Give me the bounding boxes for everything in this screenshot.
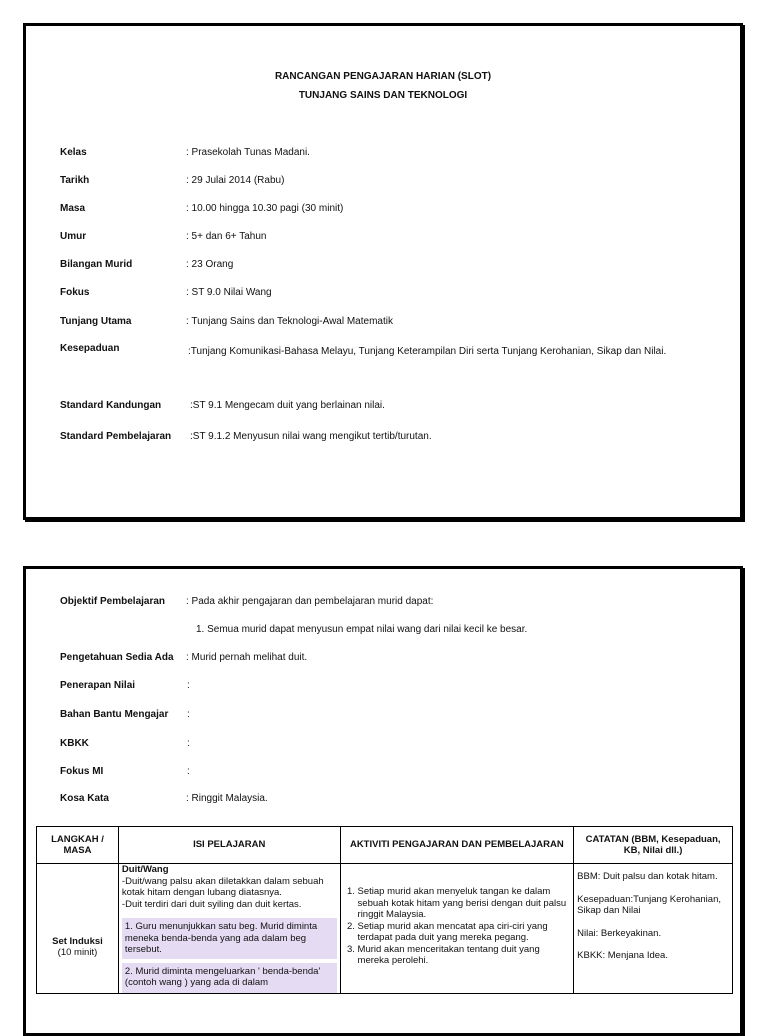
aktiviti-item: 1. Setiap murid akan menyeluk tangan ke dalam sebuah kotak hitam yang berisi dengan duit palsu ringgit Malaysia. [358,886,571,921]
doc-subtitle: TUNJANG SAINS DAN TEKNOLOGI [298,90,468,101]
table-row [37,864,733,994]
isi-line: -Duit/wang palsu akan diletakkan dalam sebuah kotak hitam dengan lubang diatasnya. [121,875,324,898]
aktiviti-item: 2. Setiap murid akan mencatat apa ciri-ciri yang terdapat pada duit yang mereka pegang. [358,921,571,944]
isi-title: Duit/Wang [121,864,169,875]
info-label: Penerapan Nilai [60,680,136,691]
catatan-kbkk: KBKK: Menjana Idea. [577,950,668,961]
info-label: Pengetahuan Sedia Ada [60,652,174,663]
isi-line: -Duit terdiri dari duit syiling dan duit kertas. [121,898,302,910]
info-value: : Tunjang Sains dan Teknologi-Awal Matematik [186,316,393,327]
info-label: Umur [60,231,87,242]
info-value: : [187,738,190,749]
info-value: : 5+ dan 6+ Tahun [186,231,267,242]
col-header-aktiviti: AKTIVITI PENGAJARAN DAN PEMBELAJARAN [340,827,574,864]
catatan-bbm: BBM: Duit palsu dan kotak hitam. [577,871,718,882]
info-value: : [187,709,190,720]
info-label: Kelas [60,147,87,158]
page-2 [23,566,743,1036]
lesson-table [36,826,733,994]
info-label: KBKK [60,738,89,749]
step-time: (10 minit) [57,947,98,959]
info-label: Fokus [60,287,90,298]
doc-title: RANCANGAN PENGAJARAN HARIAN (SLOT) [274,71,492,82]
info-value: :ST 9.1.2 Menyusun nilai wang mengikut tertib/turutan. [190,431,432,442]
info-value: : Prasekolah Tunas Madani. [186,147,310,158]
page-1 [23,23,743,520]
table-header-row [37,827,733,864]
col-header-catatan: CATATAN (BBM, Kesepaduan, KB, Nilai dll.) [574,827,733,864]
isi-highlight-box: 1. Guru menunjukkan satu beg. Murid diminta meneka benda-benda yang ada dalam beg tersebut. [122,918,337,959]
info-label: Masa [60,203,86,214]
isi-highlight-box: 2. Murid diminta mengeluarkan ' benda-benda' (contoh wang ) yang ada di dalam [122,963,337,993]
isi-cell [118,864,340,994]
info-label: Standard Kandungan [60,400,162,411]
info-value: 1. Semua murid dapat menyusun empat nilai wang dari nilai kecil ke besar. [196,624,528,635]
info-value: : 23 Orang [186,259,234,270]
info-value: : 10.00 hingga 10.30 pagi (30 minit) [186,203,344,214]
info-label: Kosa Kata [60,793,109,804]
step-cell [37,864,119,994]
info-label: Standard Pembelajaran [60,431,172,442]
info-value: : Ringgit Malaysia. [186,793,268,804]
aktiviti-cell [340,864,574,994]
catatan-nilai: Nilai: Berkeyakinan. [577,927,662,939]
info-label: Bahan Bantu Mengajar [60,709,169,720]
info-label: Bilangan Murid [60,259,133,270]
info-value: :Tunjang Komunikasi-Bahasa Melayu, Tunjang Keterampilan Diri serta Tunjang Kerohanian, Sikap dan Nilai. [188,346,667,357]
col-header-isi: ISI PELAJARAN [118,827,340,864]
catatan-cell [574,864,733,994]
info-value: :ST 9.1 Mengecam duit yang berlainan nilai. [190,400,385,411]
info-value: : [187,766,190,777]
info-value: : ST 9.0 Nilai Wang [186,287,272,298]
info-value: : Pada akhir pengajaran dan pembelajaran murid dapat: [186,596,434,607]
col-header-langkah: LANGKAH / MASA [37,827,119,864]
info-label: Tarikh [60,175,90,186]
info-value: : 29 Julai 2014 (Rabu) [186,175,285,186]
info-label: Fokus MI [60,766,104,777]
info-label: Objektif Pembelajaran [60,596,166,607]
aktiviti-item: 3. Murid akan menceritakan tentang duit yang mereka perolehi. [358,944,571,967]
info-label: Tunjang Utama [60,316,132,327]
info-label: Kesepaduan [60,343,120,354]
step-name: Set Induksi [52,935,103,947]
info-value: : Murid pernah melihat duit. [186,652,308,663]
info-value: : [187,680,190,691]
catatan-kesepaduan: Kesepaduan:Tunjang Kerohanian, Sikap dan Nilai [577,893,721,916]
